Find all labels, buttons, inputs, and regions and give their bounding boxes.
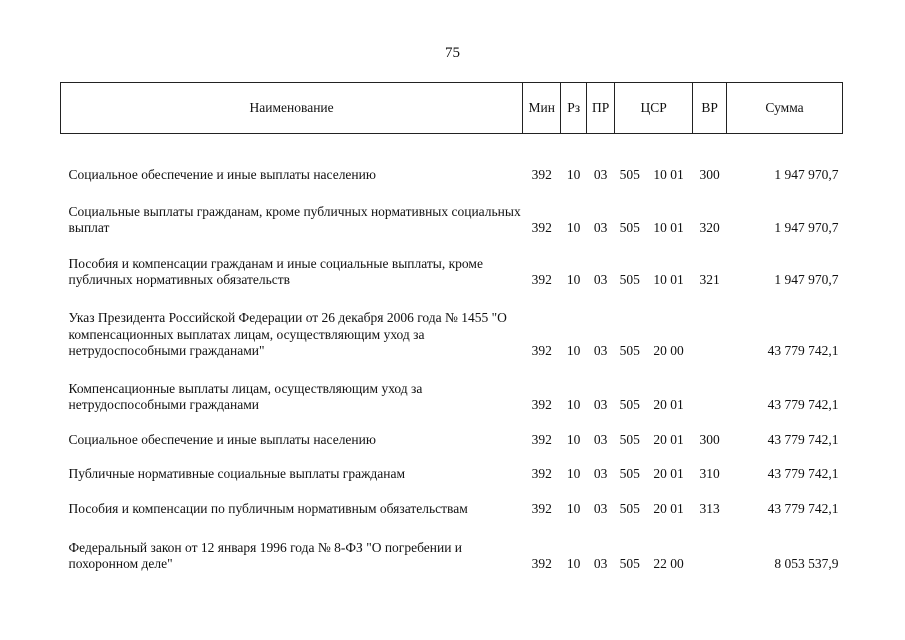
row-csr-item: 20 01 — [653, 397, 684, 412]
row-csr-item: 20 01 — [653, 432, 684, 447]
header-csr: ЦСР — [615, 83, 693, 134]
row-csr-item: 10 01 — [653, 272, 684, 287]
row-min: 392 — [531, 432, 552, 447]
row-name: Социальное обеспечение и иные выплаты населению — [68, 432, 376, 447]
row-csr — [615, 485, 693, 520]
row-rz: 10 — [566, 397, 581, 412]
row-csr — [615, 451, 693, 485]
row-vr: 300 — [699, 167, 720, 182]
row-pr: 03 — [593, 466, 608, 481]
row-sum: 43 779 742,1 — [767, 501, 839, 516]
row-sum: 1 947 970,7 — [774, 220, 839, 235]
row-csr — [615, 520, 693, 575]
table-row — [61, 362, 843, 416]
table-row — [61, 520, 843, 575]
row-sum: 43 779 742,1 — [767, 343, 839, 358]
row-csr — [615, 362, 693, 416]
table-row — [61, 451, 843, 485]
row-vr: 321 — [699, 272, 720, 287]
row-vr — [693, 520, 727, 575]
table-row — [61, 134, 843, 186]
row-rz: 10 — [566, 220, 581, 235]
row-csr-program: 505 — [619, 556, 640, 571]
row-name: Компенсационные выплаты лицам, осуществляющим уход за нетрудоспособными гражданами — [68, 380, 423, 412]
row-csr — [615, 239, 693, 291]
row-sum: 1 947 970,7 — [774, 272, 839, 287]
row-vr: 300 — [699, 432, 720, 447]
row-name: Федеральный закон от 12 января 1996 года № 8-ФЗ "О погребении и похоронном деле" — [68, 539, 463, 571]
row-min: 392 — [531, 556, 552, 571]
table-row — [61, 186, 843, 239]
row-min: 392 — [531, 397, 552, 412]
row-min: 392 — [531, 167, 552, 182]
table-header-row — [61, 83, 843, 134]
row-csr-item: 22 00 — [653, 556, 684, 571]
budget-table — [60, 82, 843, 575]
row-min: 392 — [531, 501, 552, 516]
row-csr — [615, 291, 693, 362]
row-csr-item: 20 01 — [653, 501, 684, 516]
row-csr-program: 505 — [619, 220, 640, 235]
header-rz: Рз — [561, 83, 587, 134]
row-name: Социальное обеспечение и иные выплаты населению — [68, 167, 376, 182]
row-rz: 10 — [566, 343, 581, 358]
row-min: 392 — [531, 343, 552, 358]
row-sum: 1 947 970,7 — [774, 167, 839, 182]
row-vr: 310 — [699, 466, 720, 481]
page-number: 75 — [445, 45, 460, 61]
row-sum: 43 779 742,1 — [767, 432, 839, 447]
row-csr-program: 505 — [619, 432, 640, 447]
row-pr: 03 — [593, 556, 608, 571]
header-sum: Сумма — [727, 83, 843, 134]
row-min: 392 — [531, 220, 552, 235]
row-csr — [615, 416, 693, 451]
row-csr-program: 505 — [619, 397, 640, 412]
row-rz: 10 — [566, 167, 581, 182]
row-pr: 03 — [593, 272, 608, 287]
row-pr: 03 — [593, 167, 608, 182]
row-csr-item: 20 01 — [653, 466, 684, 481]
row-vr — [693, 362, 727, 416]
row-rz: 10 — [566, 556, 581, 571]
row-rz: 10 — [566, 501, 581, 516]
row-rz: 10 — [566, 432, 581, 447]
row-min: 392 — [531, 272, 552, 287]
row-csr — [615, 134, 693, 186]
table-row — [61, 239, 843, 291]
row-sum: 8 053 537,9 — [774, 556, 839, 571]
row-vr: 320 — [699, 220, 720, 235]
row-pr: 03 — [593, 432, 608, 447]
header-min: Мин — [523, 83, 561, 134]
row-csr-program: 505 — [619, 466, 640, 481]
row-pr: 03 — [593, 397, 608, 412]
row-sum: 43 779 742,1 — [767, 466, 839, 481]
row-csr-item: 10 01 — [653, 220, 684, 235]
table-row — [61, 291, 843, 362]
row-csr-program: 505 — [619, 343, 640, 358]
row-csr-program: 505 — [619, 167, 640, 182]
row-csr-program: 505 — [619, 272, 640, 287]
row-name: Пособия и компенсации гражданам и иные социальные выплаты, кроме публичных нормативных обязательств — [68, 255, 483, 287]
row-rz: 10 — [566, 272, 581, 287]
row-rz: 10 — [566, 466, 581, 481]
table-row — [61, 416, 843, 451]
header-name: Наименование — [61, 83, 523, 134]
row-csr-item: 20 00 — [653, 343, 684, 358]
row-vr — [693, 291, 727, 362]
row-name: Указ Президента Российской Федерации от 26 декабря 2006 года № 1455 "О компенсационных выплатах лицам, осуществляющим уход за нетрудоспособными гражданами" — [68, 310, 507, 358]
row-csr — [615, 186, 693, 239]
row-pr: 03 — [593, 501, 608, 516]
row-name: Социальные выплаты гражданам, кроме публичных нормативных социальных выплат — [68, 203, 521, 235]
row-name: Пособия и компенсации по публичным нормативным обязательствам — [68, 501, 468, 516]
table-row — [61, 485, 843, 520]
row-pr: 03 — [593, 343, 608, 358]
header-vr: ВР — [693, 83, 727, 134]
row-pr: 03 — [593, 220, 608, 235]
row-vr: 313 — [699, 501, 720, 516]
row-csr-item: 10 01 — [653, 167, 684, 182]
row-sum: 43 779 742,1 — [767, 397, 839, 412]
header-pr: ПР — [587, 83, 615, 134]
row-name: Публичные нормативные социальные выплаты гражданам — [68, 466, 406, 481]
row-csr-program: 505 — [619, 501, 640, 516]
row-min: 392 — [531, 466, 552, 481]
